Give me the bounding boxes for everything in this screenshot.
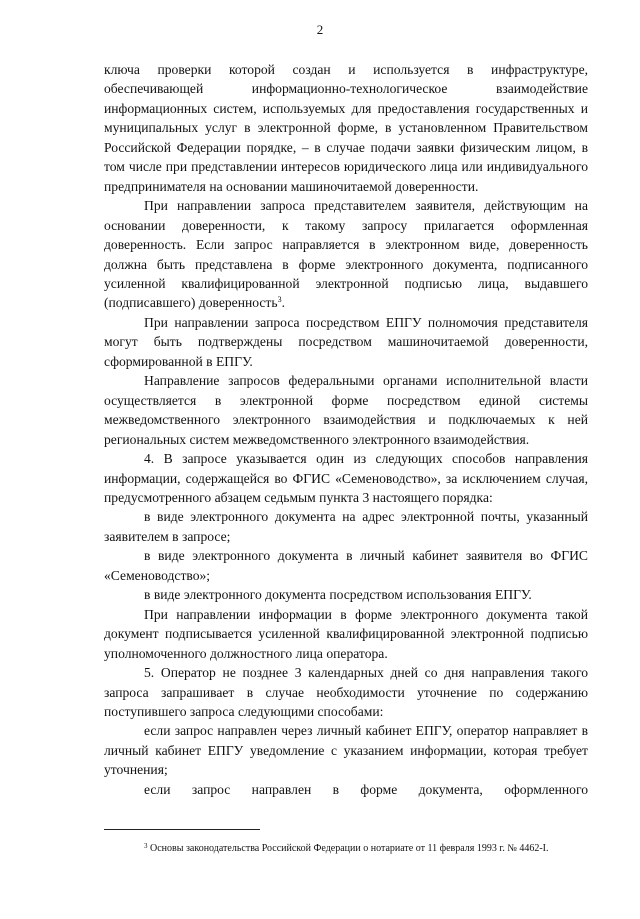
paragraph: 4. В запросе указывается один из следующих способов направления информации, содержащейся во ФГИС «Семеноводство», за исключением случая, предусмотренного абзацем седьмым пункта 3 настоящего порядка: bbox=[104, 451, 588, 505]
footnote-number: 3 bbox=[144, 842, 148, 850]
footnote bbox=[144, 843, 604, 855]
page-number: 2 bbox=[316, 22, 324, 37]
paragraph-end-punct: . bbox=[281, 295, 285, 311]
list-item: в виде электронного документа в личный кабинет заявителя во ФГИС «Семеноводство»; bbox=[104, 548, 588, 583]
footnote-text: Основы законодательства Российской Федерации о нотариате от 11 февраля 1993 г. № 4462-I. bbox=[150, 843, 549, 854]
paragraph bbox=[104, 196, 588, 313]
footnote-separator bbox=[104, 829, 260, 830]
list-item: в виде электронного документа посредством использования ЕПГУ. bbox=[144, 587, 532, 603]
document-body bbox=[104, 60, 588, 799]
paragraph: 5. Оператор не позднее 3 календарных дней со дня направления такого запроса запрашивает в случае необходимости уточнение по содержанию поступившего запроса следующими способами: bbox=[104, 665, 588, 719]
paragraph: Направление запросов федеральными органами исполнительной власти осуществляется в электронной форме посредством единой системы межведомственного электронного взаимодействия и подключаемых к ней региональных систем межведомственного электронного взаимодействия. bbox=[104, 373, 588, 447]
footnote-reference: 3 bbox=[277, 295, 282, 305]
list-item: если запрос направлен через личный кабинет ЕПГУ, оператор направляет в личный кабинет ЕПГУ уведомление с указанием информации, которая требует уточнения; bbox=[104, 723, 588, 778]
paragraph-continuation: ключа проверки которой создан и используется в инфраструктуре, обеспечивающей информационно-технологическое взаимодействие информационных систем, используемых для предоставления государственных и муниципальных услуг в электронной форме, в установленном Правительством Российской Федерации порядке, – в случае подачи заявки физическим лицом, в том числе при представлении интересов юридического лица или индивидуального предпринимателя на основании машиночитаемой доверенности. bbox=[104, 62, 588, 194]
paragraph: При направлении запроса посредством ЕПГУ полномочия представителя могут быть подтверждены посредством машиночитаемой доверенности, сформированной в ЕПГУ. bbox=[104, 314, 588, 369]
paragraph-text: При направлении запроса представителем заявителя, действующим на основании доверенности, к такому запросу прилагается оформленная доверенность. Если запрос направляется в электронном виде, доверенность должна быть представлена в форме электронного документа, подписанного усиленной квалифицированной электронной подписью лица, выдавшего (подписавшего) доверенность bbox=[104, 198, 588, 311]
list-item: если запрос направлен в форме документа, оформленного bbox=[144, 781, 588, 797]
paragraph: При направлении информации в форме электронного документа такой документ подписывается усиленной квалифицированной электронной подписью уполномоченного должностного лица оператора. bbox=[104, 606, 588, 661]
list-item: в виде электронного документа на адрес электронной почты, указанный заявителем в запросе; bbox=[104, 509, 588, 544]
